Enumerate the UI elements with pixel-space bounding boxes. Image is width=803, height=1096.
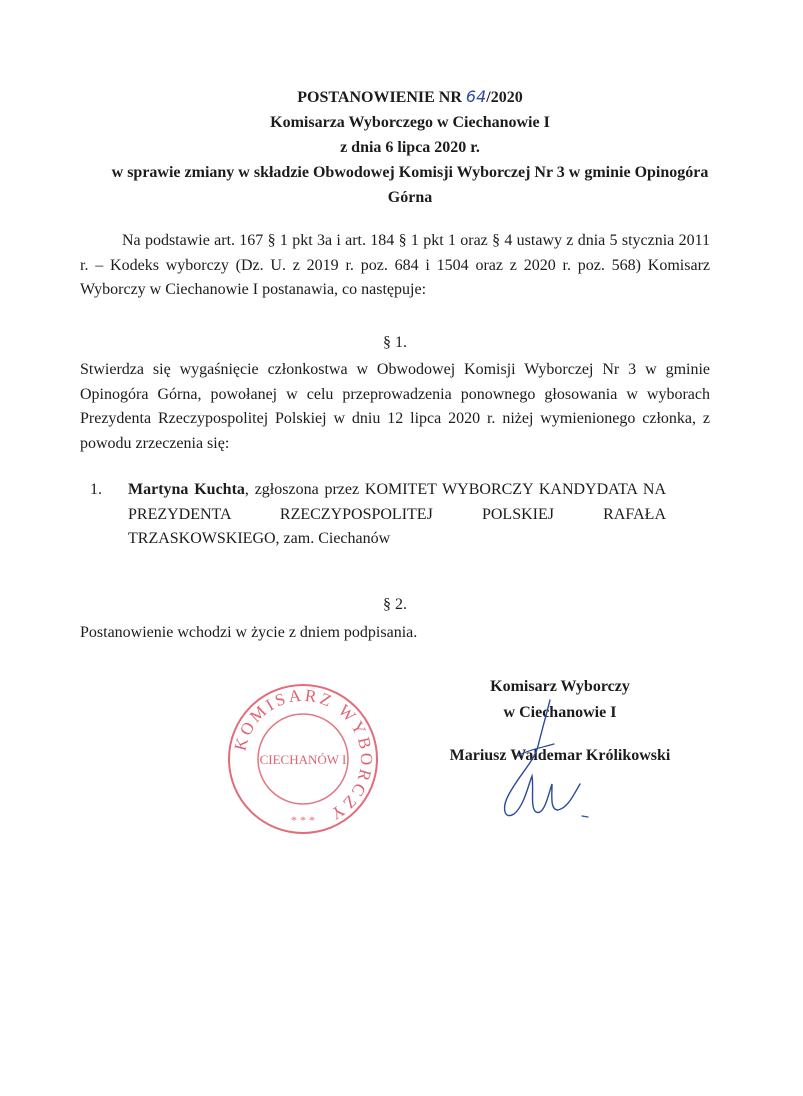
signature-title-1: Komisarz Wyborczy — [490, 678, 630, 695]
stamp-stars: * * * — [291, 813, 315, 827]
subject-line-1: w sprawie zmiany w składzie Obwodowej Komisji Wyborczej Nr 3 w gminie Opinogóra — [111, 164, 709, 181]
signature-title-2: w Ciechanowie I — [503, 704, 617, 721]
handwritten-number: 64 — [465, 87, 487, 106]
official-stamp — [226, 682, 380, 836]
date-line: z dnia 6 lipca 2020 r. — [340, 139, 480, 156]
section-1-mark: § 1. — [383, 334, 407, 351]
section-2-text: Postanowienie wchodzi w życie z dniem podpisania. — [80, 624, 418, 641]
list-item — [128, 478, 666, 552]
member-name: Martyna Kuchta — [128, 481, 245, 498]
list-item-number: 1. — [90, 481, 102, 498]
handwritten-signature — [488, 696, 598, 826]
stamp-ring-textpath: KOMISARZ WYBORCZY — [230, 685, 377, 826]
signature-name: Mariusz Waldemar Królikowski — [449, 747, 671, 764]
stamp-center-text: CIECHANÓW I — [259, 752, 347, 767]
section-1-text: Stwierdza się wygaśnięcie członkostwa w Obwodowej Komisji Wyborczej Nr 3 w gminie Opinogóra Górna, powołanej w celu przeprowadzenia ponownego głosowania w wyborach Prezydenta Rzeczypospolitej Polskiej w dniu 12 lipca 2020 r. niżej wymienionego członka, z powodu zrzeczenia się: — [80, 361, 710, 452]
intro-paragraph: Na podstawie art. 167 § 1 pkt 3a i art. 184 § 1 pkt 1 oraz § 4 ustawy z dnia 5 stycznia 2011 r. – Kodeks wyborczy (Dz. U. z 2019 r. poz. 684 i 1504 oraz z 2020 r. poz. 568) Komisarz Wyborczy w Ciechanowie I postanawia, co następuje: — [80, 232, 710, 298]
document-header — [60, 84, 760, 210]
member-details: , zgłoszona przez KOMITET WYBORCZY KANDYDATA NA PREZYDENTA RZECZYPOSPOLITEJ POLSKIEJ RAFAŁA TRZASKOWSKIEGO, zam. Ciechanów — [128, 481, 667, 547]
title-suffix: /2020 — [486, 89, 523, 106]
document-title — [60, 84, 760, 110]
title-prefix: POSTANOWIENIE NR — [297, 89, 466, 106]
subject-line-2: Górna — [387, 189, 433, 206]
issuer-line: Komisarza Wyborczego w Ciechanowie I — [270, 114, 550, 131]
section-2-mark: § 2. — [383, 596, 407, 613]
